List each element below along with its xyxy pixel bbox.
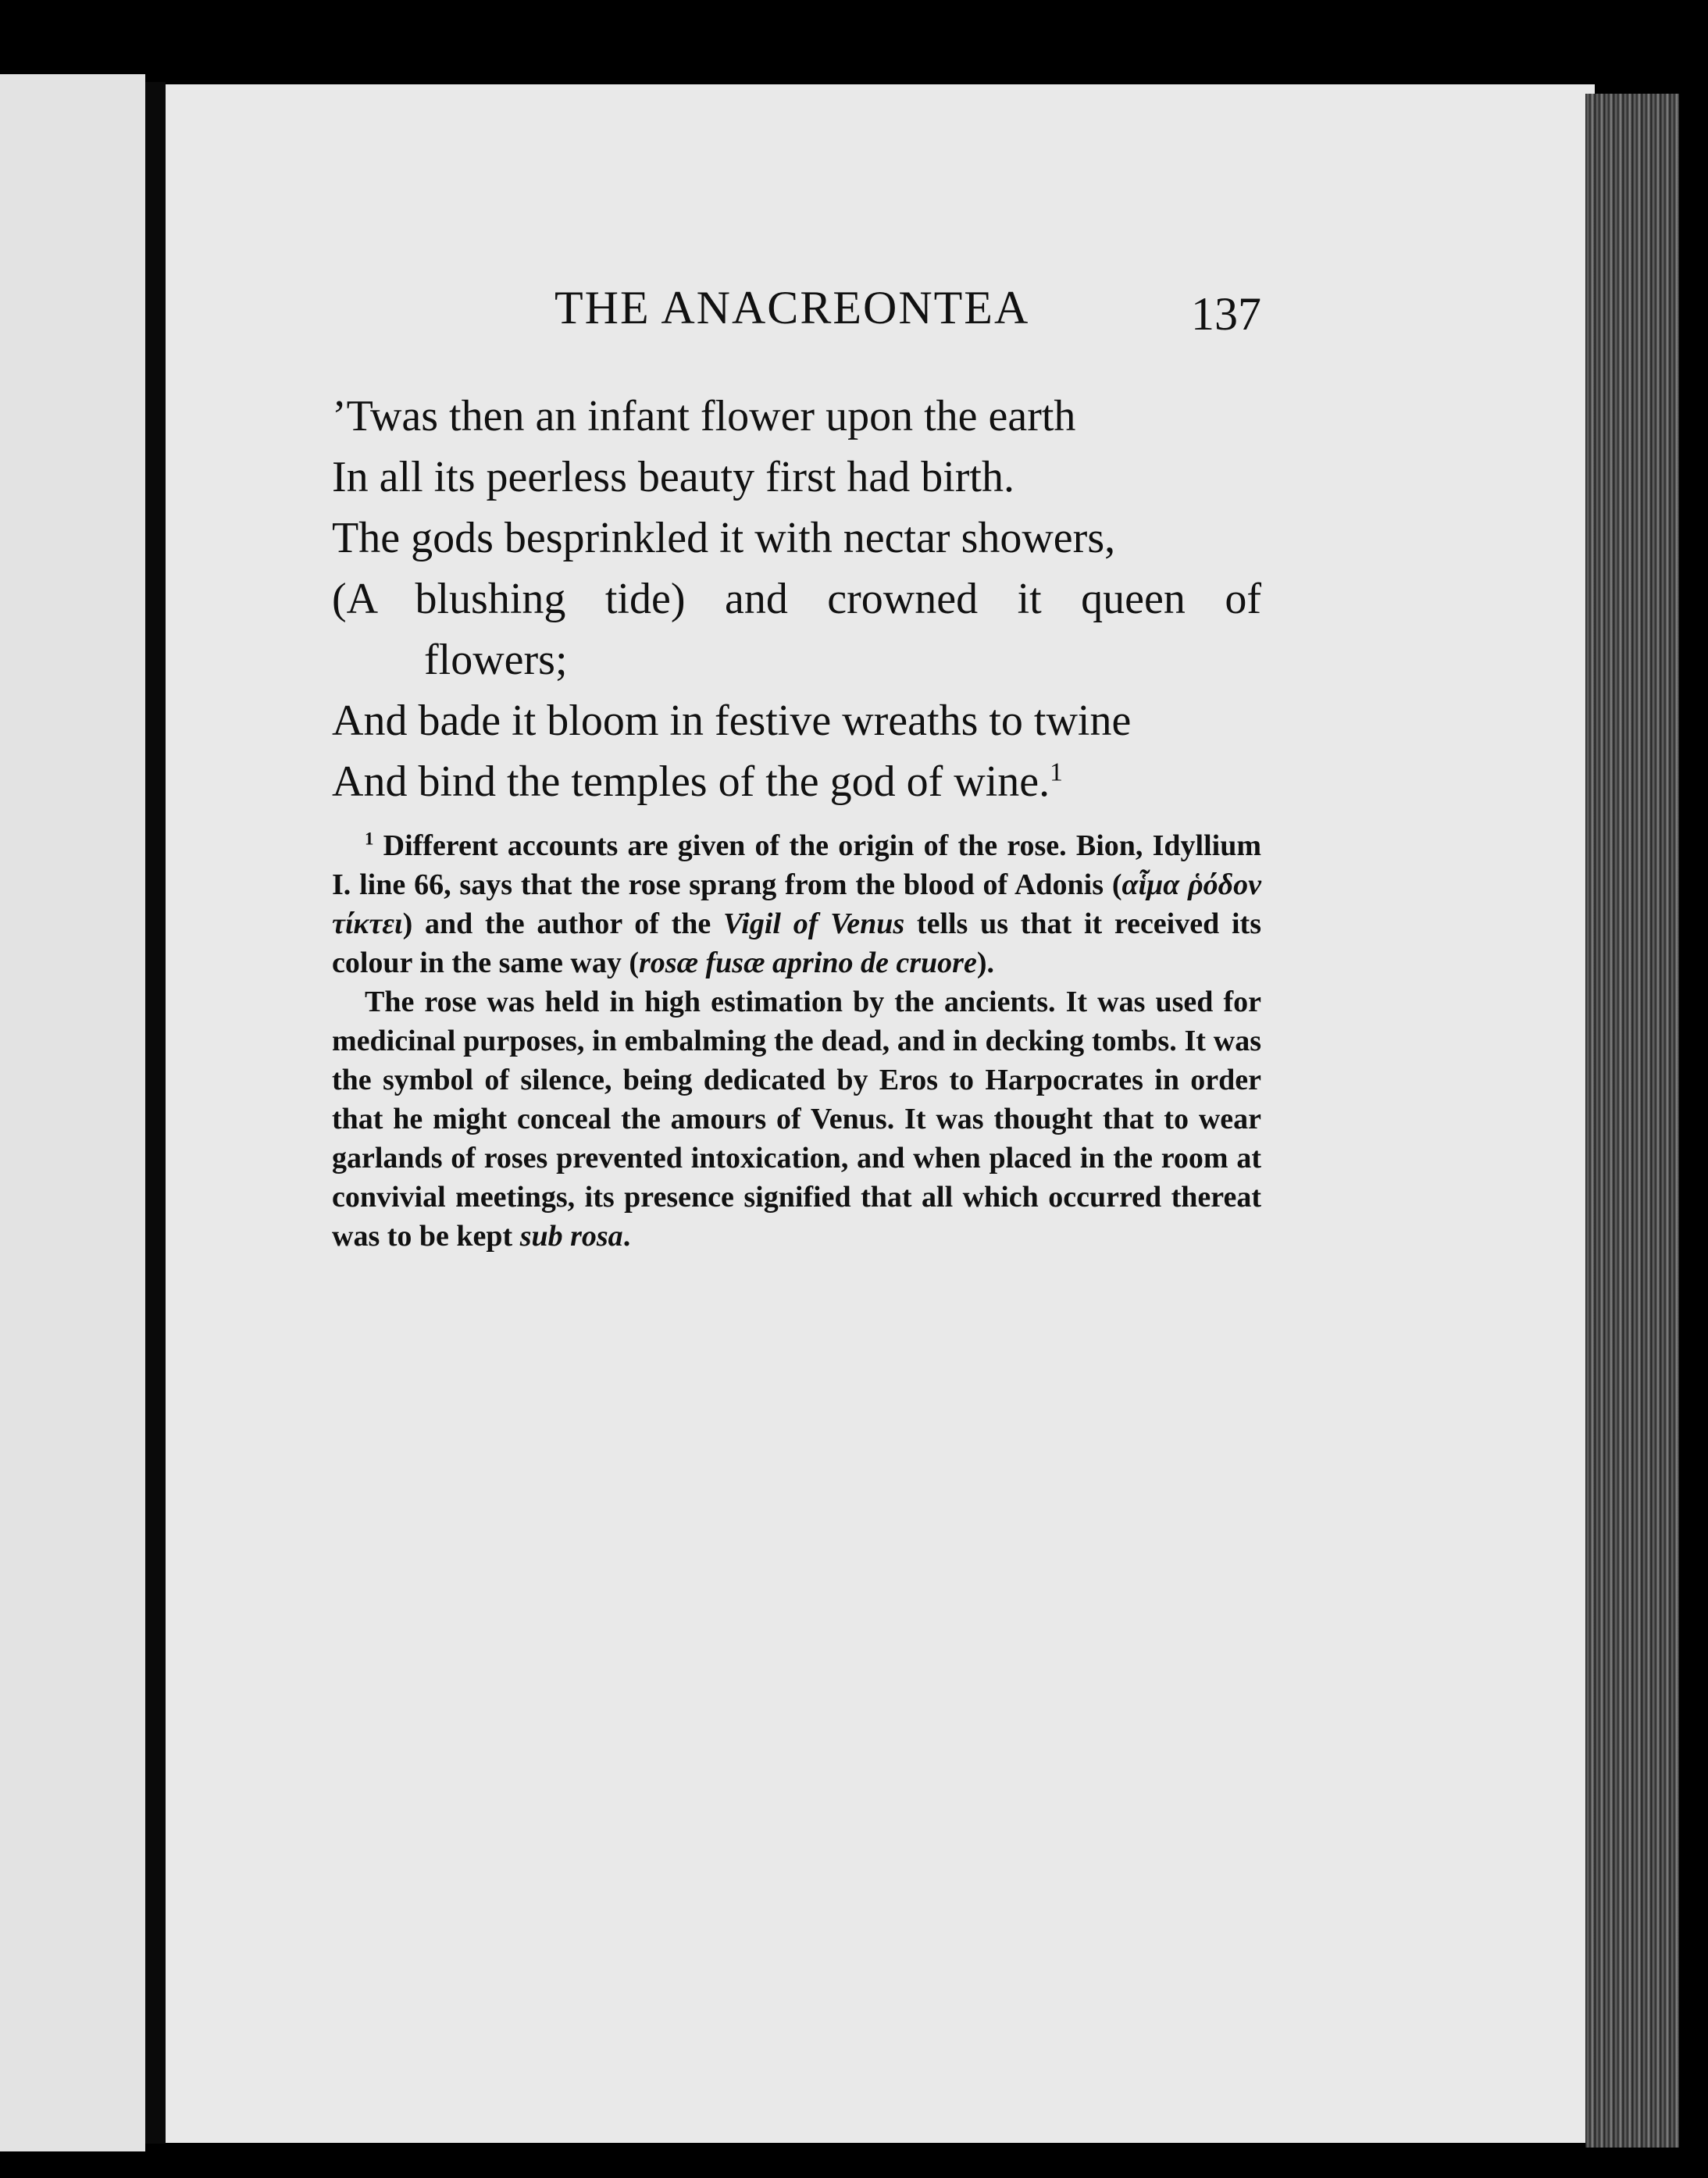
poem-line: And bade it bloom in festive wreaths to twine: [332, 697, 1132, 745]
footnote-text: ).: [976, 946, 994, 979]
footnote-marker: 1: [365, 829, 374, 849]
footnote-text: The rose was held in high estimation by the ancients. It was used for medicinal purposes, in embalming the dead, and in decking tombs. It was the symbol of silence, being dedicated by Eros to Harpocrates in order that he might conceal the amours of Venus. It was thought that to wear garlands of roses prevented intoxication, and when placed in the room at convivial meetings, its presence signified that all which occurred thereat was to be kept: [332, 986, 1261, 1253]
footnote: [332, 826, 1261, 1256]
footnote-text: tells us that it received its colour in the same way (: [332, 907, 1261, 979]
poem-line: (A blushing tide) and crowned it queen of: [332, 575, 1261, 623]
latin-quotation: rosæ fusæ aprino de cruore: [639, 946, 977, 979]
footnote-paragraph-2: [332, 982, 1261, 1256]
work-title: Vigil of Venus: [723, 907, 905, 940]
poem-line: The gods besprinkled it with nectar showers,: [332, 514, 1116, 562]
page-stack-edge: [1585, 94, 1679, 2148]
footnote-text: .: [622, 1220, 631, 1253]
footnote-paragraph-1: [332, 826, 1261, 982]
running-title: THE ANACREONTEA: [554, 282, 1030, 333]
latin-phrase: sub rosa: [519, 1220, 623, 1253]
footnote-text: Different accounts are given of the origin of the rose. Bion, Idyllium I. line 66, says that the rose sprang from the blood of Adonis (: [332, 829, 1262, 901]
footnote-reference: 1: [1050, 757, 1063, 787]
page-number: 137: [1191, 288, 1261, 340]
poem-line: ’Twas then an infant flower upon the earth: [332, 392, 1076, 440]
poem-line-text: And bind the temples of the god of wine.: [332, 757, 1050, 806]
book-gutter: [145, 82, 166, 2144]
poem-line-last: [332, 751, 1261, 812]
page-header: [332, 281, 1261, 344]
poem-line: In all its peerless beauty first had birth.: [332, 453, 1014, 501]
facing-page-edge: [0, 74, 145, 2151]
poem-line-continuation: flowers;: [424, 636, 568, 684]
footnote-text: ) and the author of the: [402, 907, 724, 940]
poem-stanza: [332, 386, 1261, 812]
greek-quotation: αἷμα ῥόδον τίκτει: [332, 868, 1261, 940]
